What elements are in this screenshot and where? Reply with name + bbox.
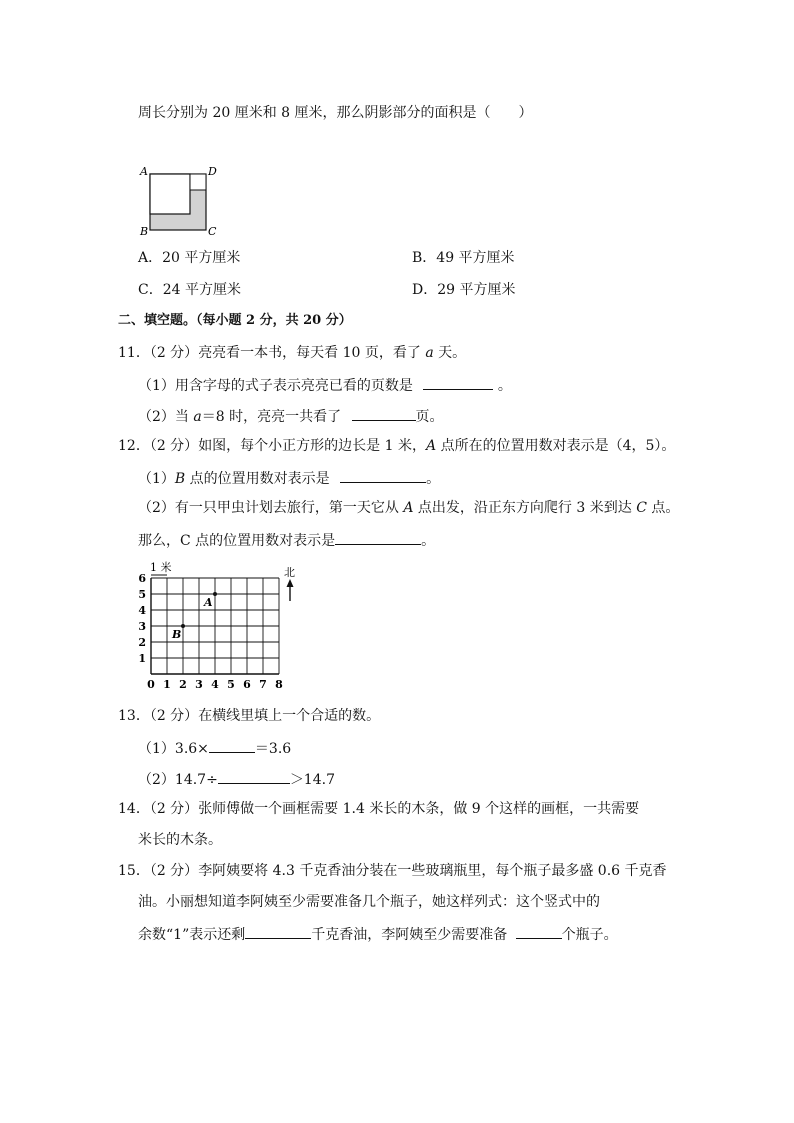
x-tick-label: 7 <box>259 678 267 691</box>
q12-stem: 12．（2 分）如图，每个小正方形的边长是 1 米，A 点所在的位置用数对表示是（4，5）。 <box>118 438 676 454</box>
q12-answer-blank-1[interactable] <box>340 468 426 483</box>
label-c: C <box>208 225 217 236</box>
q11-stem: 11．（2 分）亮亮看一本书，每天看 10 页，看了 a 天。 <box>118 345 467 361</box>
coordinate-grid-figure <box>138 560 308 694</box>
point-a-label: A <box>204 596 213 609</box>
x-tick-label: 0 <box>147 678 155 691</box>
q15-answer-blank-2[interactable] <box>516 924 562 939</box>
y-tick-label: 6 <box>138 572 146 585</box>
q12-answer-blank-2[interactable] <box>335 530 421 545</box>
q13-answer-blank-1[interactable] <box>209 738 255 753</box>
q15-line3: 余数“1”表示还剩 千克香油，李阿姨至少需要准备 个瓶子。 <box>138 924 618 944</box>
q13-answer-blank-2[interactable] <box>218 769 290 784</box>
q11-sub2: （2）当 a＝8 时，亮亮一共看了 页。 <box>138 406 444 426</box>
point-a <box>213 592 217 596</box>
q13-sub1: （1）3.6× ＝3.6 <box>138 738 291 758</box>
unit-label: 1 米 <box>150 561 172 574</box>
q12-sub1: （1）B 点的位置用数对表示是 。 <box>138 468 440 488</box>
label-a: A <box>140 165 148 178</box>
label-d: D <box>208 165 217 178</box>
inner-square <box>150 174 190 214</box>
y-tick-label: 2 <box>138 636 146 649</box>
q12-sub2-line2: 那么，C 点的位置用数对表示是 。 <box>138 530 435 550</box>
q10-stem: 周长分别为 20 厘米和 8 厘米，那么阴影部分的面积是（ ） <box>138 105 533 121</box>
q15-line2: 油。小丽想知道李阿姨至少需要准备几个瓶子，她这样列式：这个竖式中的 <box>138 894 600 910</box>
y-tick-label: 3 <box>138 620 146 633</box>
label-b: B <box>140 225 149 236</box>
x-tick-label: 8 <box>275 678 283 691</box>
y-tick-label: 4 <box>138 604 146 617</box>
q11-sub1: （1）用含字母的式子表示亮亮已看的页数是 。 <box>138 375 512 395</box>
x-tick-label: 6 <box>243 678 251 691</box>
q10-figure <box>138 164 218 236</box>
y-tick-label: 1 <box>138 652 146 665</box>
grid-ticks <box>138 572 283 691</box>
x-tick-label: 2 <box>179 678 187 691</box>
x-tick-label: 1 <box>163 678 171 691</box>
q11-answer-blank-1[interactable] <box>423 375 493 390</box>
q10-option-b: B．49 平方厘米 <box>412 250 515 266</box>
q12-sub2: （2）有一只甲虫计划去旅行，第一天它从 A 点出发，沿正东方向爬行 3 米到达 C 点。 <box>138 500 680 516</box>
x-tick-label: 3 <box>195 678 203 691</box>
q14-line1: 14．（2 分）张师傅做一个画框需要 1.4 米长的木条，做 9 个这样的画框，一共需要 <box>118 801 640 817</box>
point-b-label: B <box>172 628 182 641</box>
point-b <box>181 624 185 628</box>
q10-option-a: A．20 平方厘米 <box>138 250 241 266</box>
x-tick-label: 5 <box>227 678 235 691</box>
q13-stem: 13．（2 分）在横线里填上一个合适的数。 <box>118 708 381 724</box>
q15-answer-blank-1[interactable] <box>245 924 311 939</box>
q15-line1: 15．（2 分）李阿姨要将 4.3 千克香油分装在一些玻璃瓶里，每个瓶子最多盛 0.6 千克香 <box>118 863 667 879</box>
north-arrow-icon <box>287 579 294 587</box>
gap-strip <box>190 174 206 190</box>
q11-answer-blank-2[interactable] <box>352 406 416 421</box>
north-label: 北 <box>284 566 295 579</box>
q13-sub2: （2）14.7÷ ＞14.7 <box>138 769 335 789</box>
q10-option-c: C．24 平方厘米 <box>138 282 241 298</box>
q14-line2: 米长的木条。 <box>138 832 222 848</box>
q10-option-d: D．29 平方厘米 <box>412 282 516 298</box>
y-tick-label: 5 <box>138 588 146 601</box>
x-tick-label: 4 <box>211 678 219 691</box>
section2-title: 二、填空题。（每小题 2 分，共 20 分） <box>118 313 352 328</box>
